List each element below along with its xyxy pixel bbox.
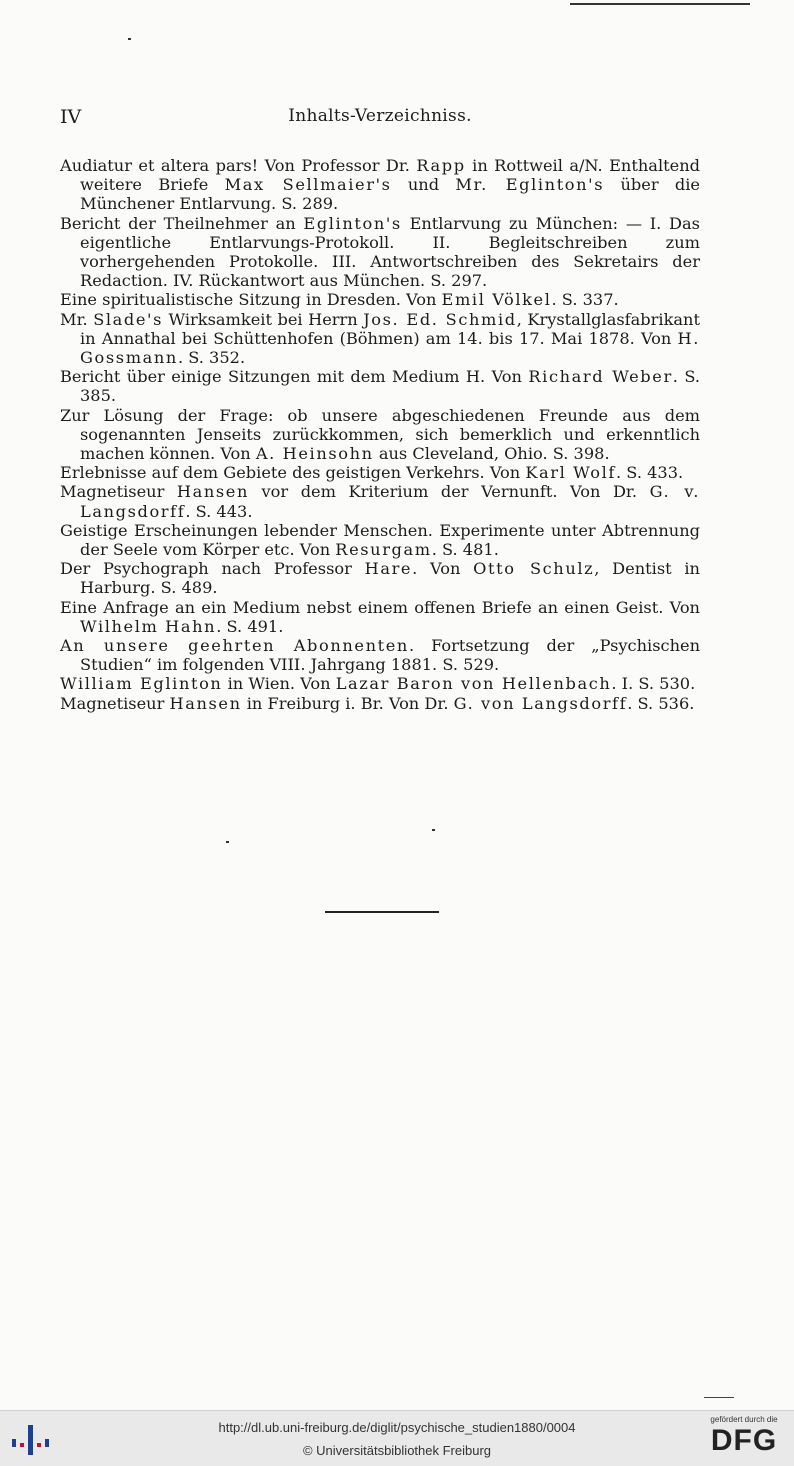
entry-text: Magnetiseur: [60, 482, 177, 502]
entry-text: . S. 385.: [80, 367, 700, 406]
copyright-notice: © Universitätsbibliothek Freiburg: [302, 1443, 492, 1458]
entry-text: Magnetiseur: [60, 693, 170, 713]
entry-text: . S. 443.: [185, 501, 253, 521]
table-of-contents: [60, 156, 700, 713]
author-name: Hansen: [169, 693, 242, 713]
entry-text: Geistige Erscheinungen lebender Menschen. Experimente unter Abtrennung der Seele vom Körper etc. Von: [60, 520, 700, 560]
author-name: Rapp: [416, 156, 466, 175]
entry-text: . S. 481.: [431, 540, 499, 560]
author-name: Jos. Ed. Schmid: [363, 309, 517, 329]
toc-entry: [60, 463, 700, 482]
entry-text: Bericht über einige Sitzungen mit dem Medium H. Von: [60, 367, 529, 387]
entry-text: . Fortsetzung der „Psychischen Studien“ im folgenden VIII. Jahrgang 1881. S. 529.: [80, 636, 700, 675]
sponsor-caption: gefördert durch die: [710, 1415, 778, 1424]
author-name: H. Gossmann: [80, 328, 700, 368]
entry-text: Eine Anfrage an ein Medium nebst einem offenen Briefe an einen Geist. Von: [60, 597, 700, 617]
end-rule: [325, 911, 439, 913]
author-name: William Eglinton: [60, 674, 223, 694]
page-number: IV: [60, 106, 82, 128]
bottom-edge-mark: [704, 1397, 734, 1398]
author-name: G. v. Langsdorff: [80, 482, 700, 521]
author-name: Max Sellmaier's: [224, 175, 392, 195]
entry-text: Wirksamkeit bei Herrn: [163, 309, 364, 329]
toc-entry: [60, 694, 700, 713]
permalink-url[interactable]: http://dl.ub.uni-freiburg.de/diglit/psychische_studien1880/0004: [218, 1420, 576, 1435]
toc-entry: [60, 214, 700, 291]
entry-text: Bericht der Theilnehmer an: [60, 213, 304, 233]
entry-text: . I. S. 530.: [611, 674, 696, 694]
entry-text: . Von: [412, 559, 474, 579]
toc-entry: [60, 559, 700, 597]
top-edge-rule: [570, 3, 750, 5]
toc-entry: [60, 598, 700, 636]
toc-entry: [60, 482, 700, 520]
entry-text: in Freiburg i. Br. Von Dr.: [241, 693, 454, 713]
author-name: Slade's: [93, 309, 164, 329]
scan-speck: [128, 38, 131, 40]
author-name: Wilhelm Hahn: [80, 616, 217, 636]
entry-text: in Rottweil a/N. Enthaltend weitere Briefe: [80, 156, 700, 195]
page-header: [60, 106, 700, 132]
author-name: Otto Schulz: [473, 559, 595, 579]
author-name: Hare: [364, 559, 413, 579]
toc-entry: [60, 156, 700, 214]
entry-text: Erlebnisse auf dem Gebiete des geistigen Verkehrs. Von: [60, 463, 526, 483]
running-title: Inhalts-Verzeichniss.: [288, 106, 472, 126]
entry-text: Entlarvung zu München: — I. Das eigentliche Entlarvungs-Protokoll. II. Begleitschreiben zum vorhergehenden Protokolle. III. Antwortschreiben des Sekretairs der Redaction. IV. Rückantwort aus München. S. 297.: [80, 213, 700, 291]
author-name: A. Heinsohn: [255, 444, 374, 464]
entry-text: . S. 352.: [177, 348, 246, 368]
author-name: Richard Weber: [528, 367, 673, 387]
viewer-footer: [0, 1410, 794, 1466]
entry-text: , Dentist in Harburg. S. 489.: [80, 559, 700, 598]
author-name: Hansen: [176, 482, 249, 502]
entry-text: , Krystallglasfabrikant in Annathal bei Schüttenhofen (Böhmen) am 14. bis 17. Mai 1878. Von: [80, 309, 700, 348]
author-name: Mr. Eglinton's: [455, 175, 605, 195]
entry-text: Mr.: [60, 309, 94, 329]
author-name: Lazar Baron von Hellenbach: [335, 674, 612, 694]
author-name: G. von Langsdorff: [453, 693, 628, 713]
author-name: Resurgam: [335, 540, 432, 560]
entry-text: über die Münchener Entlarvung. S. 289.: [80, 175, 700, 214]
entry-text: und: [391, 175, 456, 195]
entry-text: Audiatur et altera pars! Von Professor Dr.: [60, 156, 417, 175]
entry-text: . S. 433.: [616, 463, 684, 483]
entry-text: . S. 491.: [216, 616, 284, 636]
entry-text: Eine spiritualistische Sitzung in Dresden. Von: [60, 290, 442, 310]
toc-entry: [60, 406, 700, 464]
toc-entry: [60, 310, 700, 368]
author-name: Karl Wolf: [525, 463, 617, 483]
entry-text: aus Cleveland, Ohio. S. 398.: [373, 444, 610, 464]
entry-text: . S. 337.: [551, 290, 619, 310]
toc-entry: [60, 290, 700, 309]
entry-text: Zur Lösung der Frage: ob unsere abgeschiedenen Freunde aus dem sogenannten Jenseits zurückkommen, sich bemerklich und erkenntlich machen können. Von: [60, 405, 700, 464]
author-name: An unsere geehrten Abonnenten: [60, 636, 409, 656]
dfg-sponsor-logo: [700, 1415, 788, 1463]
toc-entry: [60, 521, 700, 559]
sponsor-name: DFG: [710, 1424, 778, 1457]
author-name: Emil Völkel: [441, 290, 552, 310]
toc-entry: [60, 674, 700, 693]
entry-text: vor dem Kriterium der Vernunft. Von Dr.: [248, 482, 650, 502]
entry-text: in Wien. Von: [222, 674, 336, 694]
entry-text: Der Psychograph nach Professor: [60, 559, 365, 579]
scan-speck: [226, 841, 229, 843]
entry-text: . S. 536.: [627, 693, 695, 713]
toc-entry: [60, 367, 700, 405]
scan-speck: [432, 829, 435, 831]
author-name: Eglinton's: [303, 213, 402, 233]
toc-entry: [60, 636, 700, 674]
